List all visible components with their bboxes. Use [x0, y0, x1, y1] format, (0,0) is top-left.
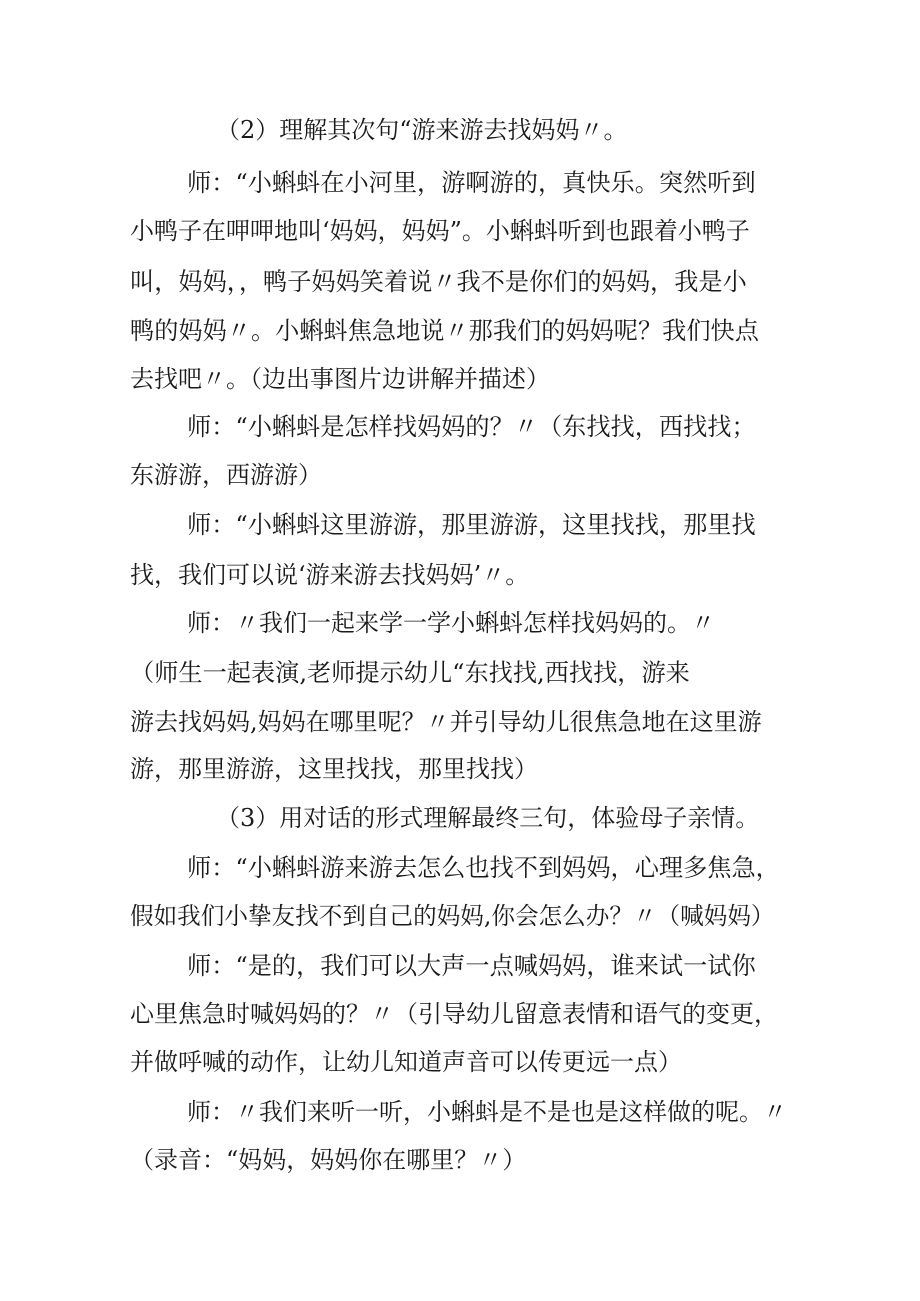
section-heading-3: （3）用对话的形式理解最终三句，体验母子亲情。 [216, 804, 760, 832]
paragraph-line: 师：“小蝌蚪是怎样找妈妈的？〃（东找找，西找找； [187, 413, 756, 441]
paragraph-line: 找，我们可以说‘游来游去找妈妈’〃。 [130, 561, 530, 589]
paragraph-line: 叫，妈妈，，鸭子妈妈笑着说〃我不是你们的妈妈，我是小 [130, 268, 747, 296]
paragraph-line: （录音：“妈妈，妈妈你在哪里？〃） [130, 1146, 527, 1174]
paragraph-line: 师：“小蝌蚪游来游去怎么也找不到妈妈，心理多焦急， [187, 854, 780, 882]
section-heading-2: （2）理解其次句“游来游去找妈妈〃。 [216, 116, 628, 144]
paragraph-line: 师：“小蝌蚪在小河里，游啊游的，真快乐。突然听到 [187, 169, 756, 197]
paragraph-line: 师：〃我们一起来学一学小蝌蚪怎样找妈妈的。〃 [187, 609, 715, 637]
paragraph-line: 师：“小蝌蚪这里游游，那里游游，这里找找，那里找 [187, 511, 756, 539]
paragraph-line: 假如我们小挚友找不到自己的妈妈,你会怎么办？〃（喊妈妈） [130, 902, 775, 930]
paragraph-line: 心里焦急时喊妈妈的？〃（引导幼儿留意表情和语气的变更， [130, 1000, 778, 1028]
paragraph-line: （师生一起表演,老师提示幼儿“东找找,西找找，游来 [130, 659, 690, 687]
paragraph-line: 师：〃我们来听一听，小蝌蚪是不是也是这样做的呢。〃 [187, 1098, 787, 1126]
paragraph-line: 师：“是的，我们可以大声一点喊妈妈，谁来试一试你 [187, 952, 756, 980]
paragraph-line: 游，那里游游，这里找找，那里找找） [130, 755, 538, 783]
paragraph-line: 鸭的妈妈〃。小蝌蚪焦急地说〃那我们的妈妈呢？我们快点 [130, 317, 759, 345]
paragraph-line: 东游游，西游游） [130, 461, 322, 489]
paragraph-line: 游去找妈妈,妈妈在哪里呢？〃并引导幼儿很焦急地在这里游 [130, 708, 762, 736]
paragraph-line: 小鸭子在呷呷地叫‘妈妈，妈妈”。小蝌蚪听到也跟着小鸭子 [130, 217, 750, 245]
paragraph-line: 去找吧〃。（边出事图片边讲解并描述） [130, 365, 550, 393]
paragraph-line: 并做呼喊的动作，让幼儿知道声音可以传更远一点） [130, 1048, 682, 1076]
